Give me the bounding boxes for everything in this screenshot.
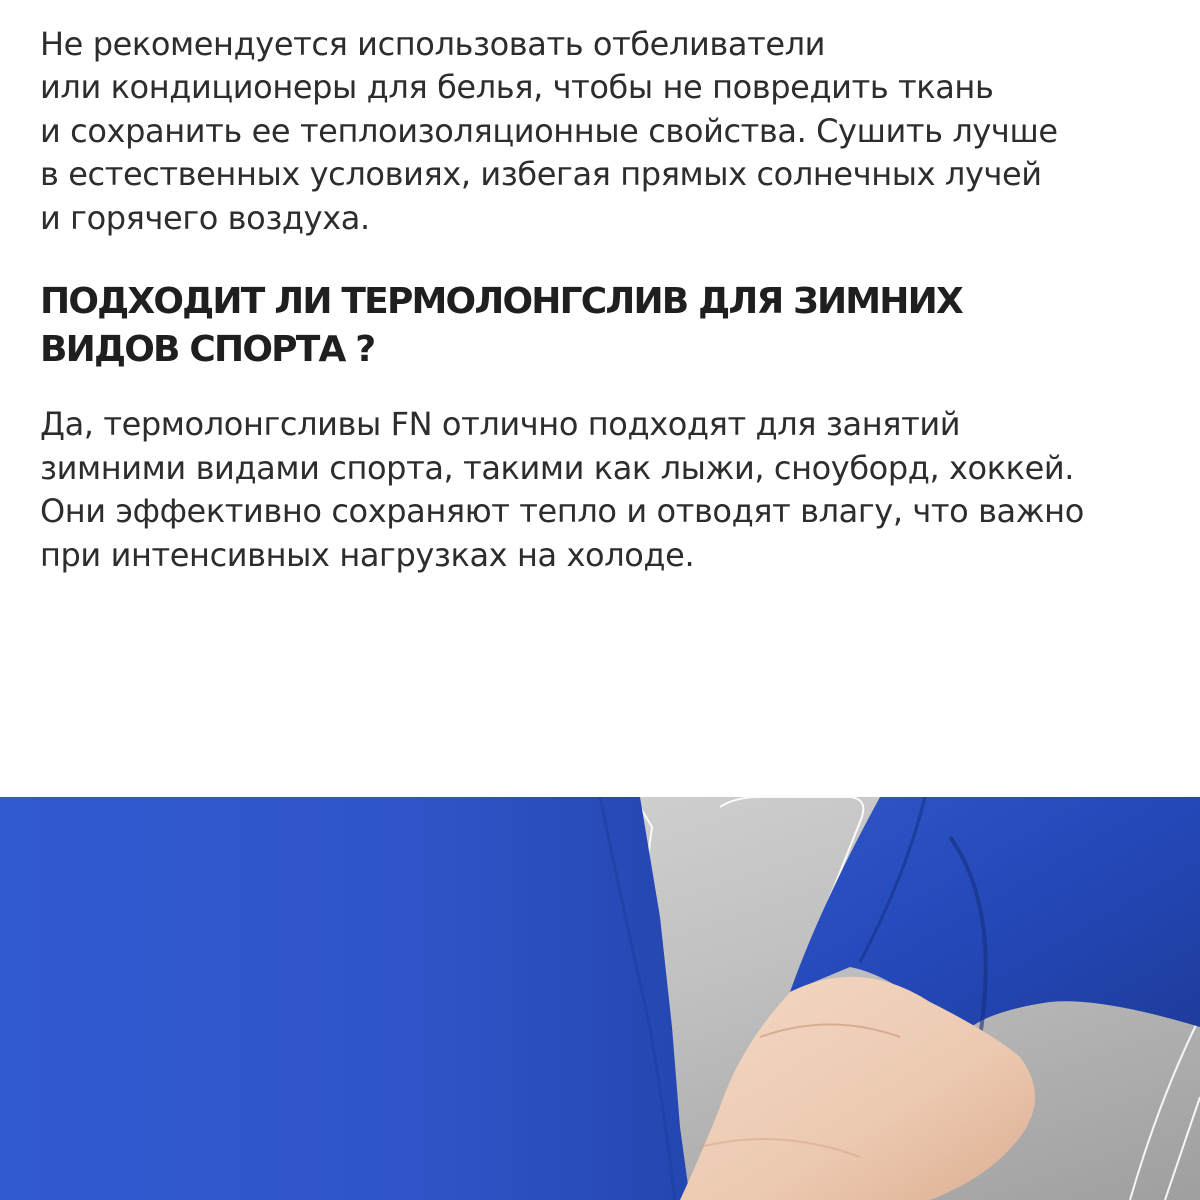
care-instructions-text bbox=[40, 0, 1170, 240]
faq-answer-text bbox=[40, 403, 1170, 577]
care-text-line: в естественных условиях, избегая прямых солнечных лучей bbox=[40, 155, 1042, 193]
care-text-line: и горячего воздуха. bbox=[40, 198, 370, 237]
care-text-line: и сохранить ее теплоизоляционные свойства. Сушить лучше bbox=[40, 111, 1058, 150]
care-text-cut-line bbox=[40, 0, 1170, 23]
product-photo-illustration bbox=[0, 797, 1200, 1200]
care-text-line: или кондиционеры для белья, чтобы не повредить ткань bbox=[40, 68, 994, 106]
product-photo bbox=[0, 797, 1200, 1200]
faq-answer-line: зимними видами спорта, такими как лыжи, сноуборд, хоккей. bbox=[40, 448, 1075, 487]
faq-question-line: ВИДОВ СПОРТА ? bbox=[40, 329, 375, 370]
faq-question-line: ПОДХОДИТ ЛИ ТЕРМОЛОНГСЛИВ ДЛЯ ЗИМНИХ bbox=[40, 281, 962, 322]
faq-answer-line: Да, термолонгсливы FN отлично подходят для занятий bbox=[40, 405, 961, 443]
faq-question-heading bbox=[40, 278, 962, 374]
faq-answer-line: Они эффективно сохраняют тепло и отводят влагу, что важно bbox=[40, 492, 1084, 530]
shirt-torso bbox=[0, 797, 690, 1200]
faq-answer-line: при интенсивных нагрузках на холоде. bbox=[40, 535, 695, 574]
care-text-line: Не рекомендуется использовать отбеливатели bbox=[40, 24, 826, 63]
